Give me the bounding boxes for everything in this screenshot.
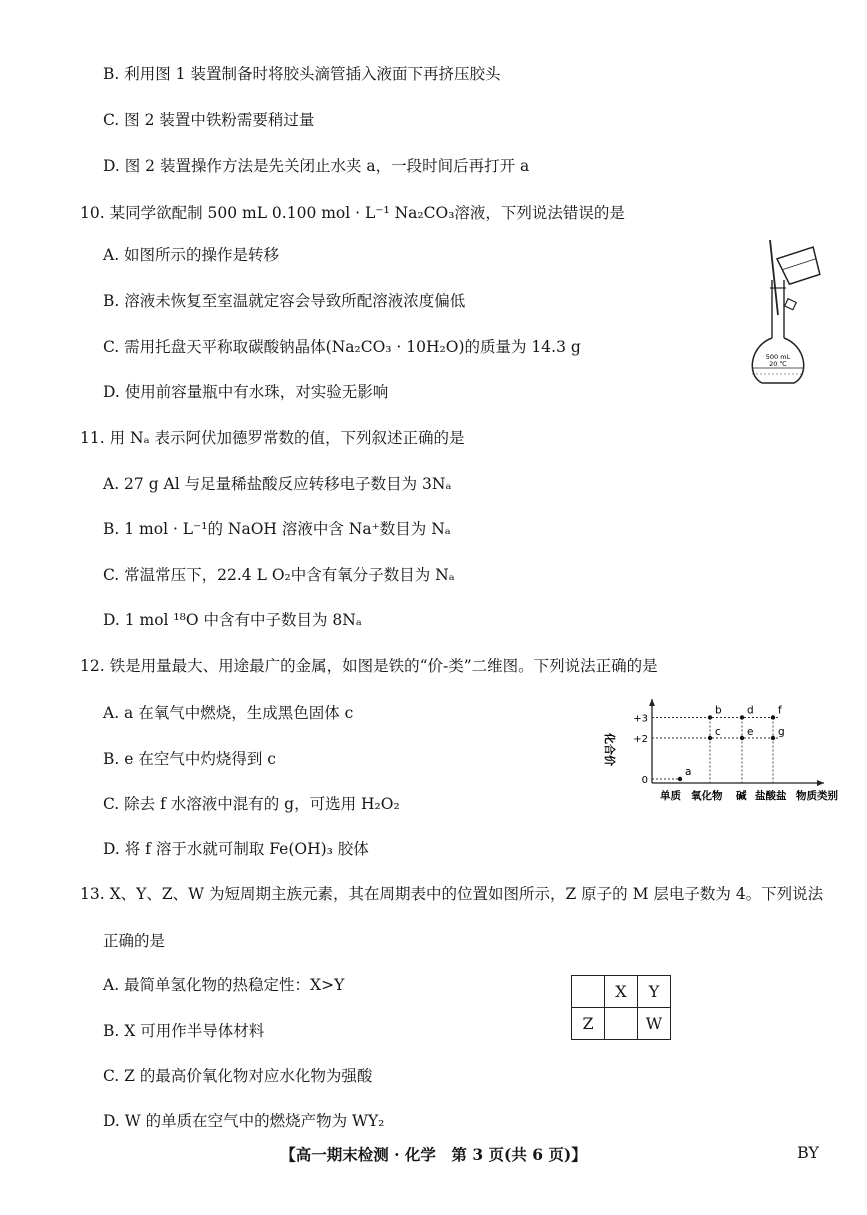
data-point-b <box>708 715 712 719</box>
table-cell: W <box>638 1008 671 1040</box>
data-point-g <box>771 736 775 740</box>
q12-option-c: C. 除去 f 水溶液中混有的 g，可选用 H₂O₂ <box>103 795 400 813</box>
q13-option-a: A. 最简单氢化物的热稳定性：X>Y <box>103 976 345 994</box>
data-point-d <box>740 715 744 719</box>
q10-option-c: C. 需用托盘天平称取碳酸钠晶体(Na₂CO₃ · 10H₂O)的质量为 14.3 g <box>103 338 581 356</box>
x-cat-4: 盐酸盐 <box>755 790 787 802</box>
point-label-g: g <box>778 726 785 738</box>
x-cat-2: 氧化物 <box>691 790 723 802</box>
q11-stem: 11. 用 Nₐ 表示阿伏加德罗常数的值，下列叙述正确的是 <box>80 429 465 447</box>
q9-option-d: D. 图 2 装置操作方法是先关闭止水夹 a，一段时间后再打开 a <box>103 157 530 175</box>
q10-option-b: B. 溶液未恢复至室温就定容会导致所配溶液浓度偏低 <box>103 292 466 310</box>
y-tick-label: +3 <box>633 713 648 725</box>
q9-option-b: B. 利用图 1 装置制备时将胶头滴管插入液面下再挤压胶头 <box>103 65 501 83</box>
table-cell: Z <box>572 1008 605 1040</box>
q13-option-b: B. X 可用作半导体材料 <box>103 1022 265 1040</box>
table-cell <box>605 1008 638 1040</box>
y-tick-label: +2 <box>633 734 648 745</box>
iron-valence-class-chart <box>603 695 838 825</box>
q13-option-c: C. Z 的最高价氧化物对应水化物为强酸 <box>103 1067 373 1085</box>
q13-stem-line2: 正确的是 <box>103 932 166 950</box>
x-axis-label: 物质类别 <box>796 790 838 802</box>
table-cell: Y <box>638 976 671 1008</box>
y-axis-label: 化合价 <box>603 733 616 766</box>
point-label-c: c <box>715 726 721 738</box>
data-point-f <box>771 715 775 719</box>
q10-option-a: A. 如图所示的操作是转移 <box>103 246 280 264</box>
q11-option-d: D. 1 mol ¹⁸O 中含有中子数目为 8Nₐ <box>103 611 362 629</box>
q12-option-a: A. a 在氧气中燃烧，生成黑色固体 c <box>103 704 354 722</box>
paper-code: BY <box>796 1143 819 1162</box>
table-row <box>572 1008 671 1040</box>
q12-stem: 12. 铁是用量最大、用途最广的金属，如图是铁的“价-类”二维图。下列说法正确的是 <box>80 657 658 675</box>
table-cell <box>572 976 605 1008</box>
q9-option-c: C. 图 2 装置中铁粉需要稍过量 <box>103 111 315 129</box>
table-row <box>572 976 671 1008</box>
data-point-c <box>708 736 712 740</box>
volumetric-flask-figure <box>740 240 835 390</box>
q13-option-d: D. W 的单质在空气中的燃烧产物为 WY₂ <box>103 1112 385 1130</box>
q10-option-d: D. 使用前容量瓶中有水珠，对实验无影响 <box>103 383 389 401</box>
point-label-e: e <box>747 726 754 738</box>
periodic-table-fragment <box>571 975 671 1040</box>
q12-option-b: B. e 在空气中灼烧得到 c <box>103 750 276 768</box>
q11-option-b: B. 1 mol · L⁻¹的 NaOH 溶液中含 Na⁺数目为 Nₐ <box>103 520 451 538</box>
y-tick-label: 0 <box>641 775 648 786</box>
q11-option-c: C. 常温常压下，22.4 L O₂中含有氧分子数目为 Nₐ <box>103 566 455 584</box>
q10-stem: 10. 某同学欲配制 500 mL 0.100 mol · L⁻¹ Na₂CO₃溶液，下列说法错误的是 <box>80 204 625 222</box>
flask-temp-label: 20 ℃ <box>769 360 787 368</box>
q11-option-a: A. 27 g Al 与足量稀盐酸反应转移电子数目为 3Nₐ <box>103 475 452 493</box>
flask-volume-label: 500 mL <box>765 353 791 361</box>
point-label-d: d <box>747 704 754 717</box>
q12-option-d: D. 将 f 溶于水就可制取 Fe(OH)₃ 胶体 <box>103 840 369 858</box>
q13-stem-line1: 13. X、Y、Z、W 为短周期主族元素，其在周期表中的位置如图所示，Z 原子的 M 层电子数为 4。下列说法 <box>80 885 824 903</box>
point-label-a: a <box>685 766 692 778</box>
point-label-b: b <box>715 704 722 717</box>
page-footer: 【高一期末检测 · 化学 第 3 页(共 6 页)】 <box>280 1145 587 1164</box>
x-cat-1: 单质 <box>660 790 681 802</box>
data-point-e <box>740 736 744 740</box>
point-label-f: f <box>778 704 782 717</box>
x-cat-3: 碱 <box>736 790 747 802</box>
table-cell: X <box>605 976 638 1008</box>
